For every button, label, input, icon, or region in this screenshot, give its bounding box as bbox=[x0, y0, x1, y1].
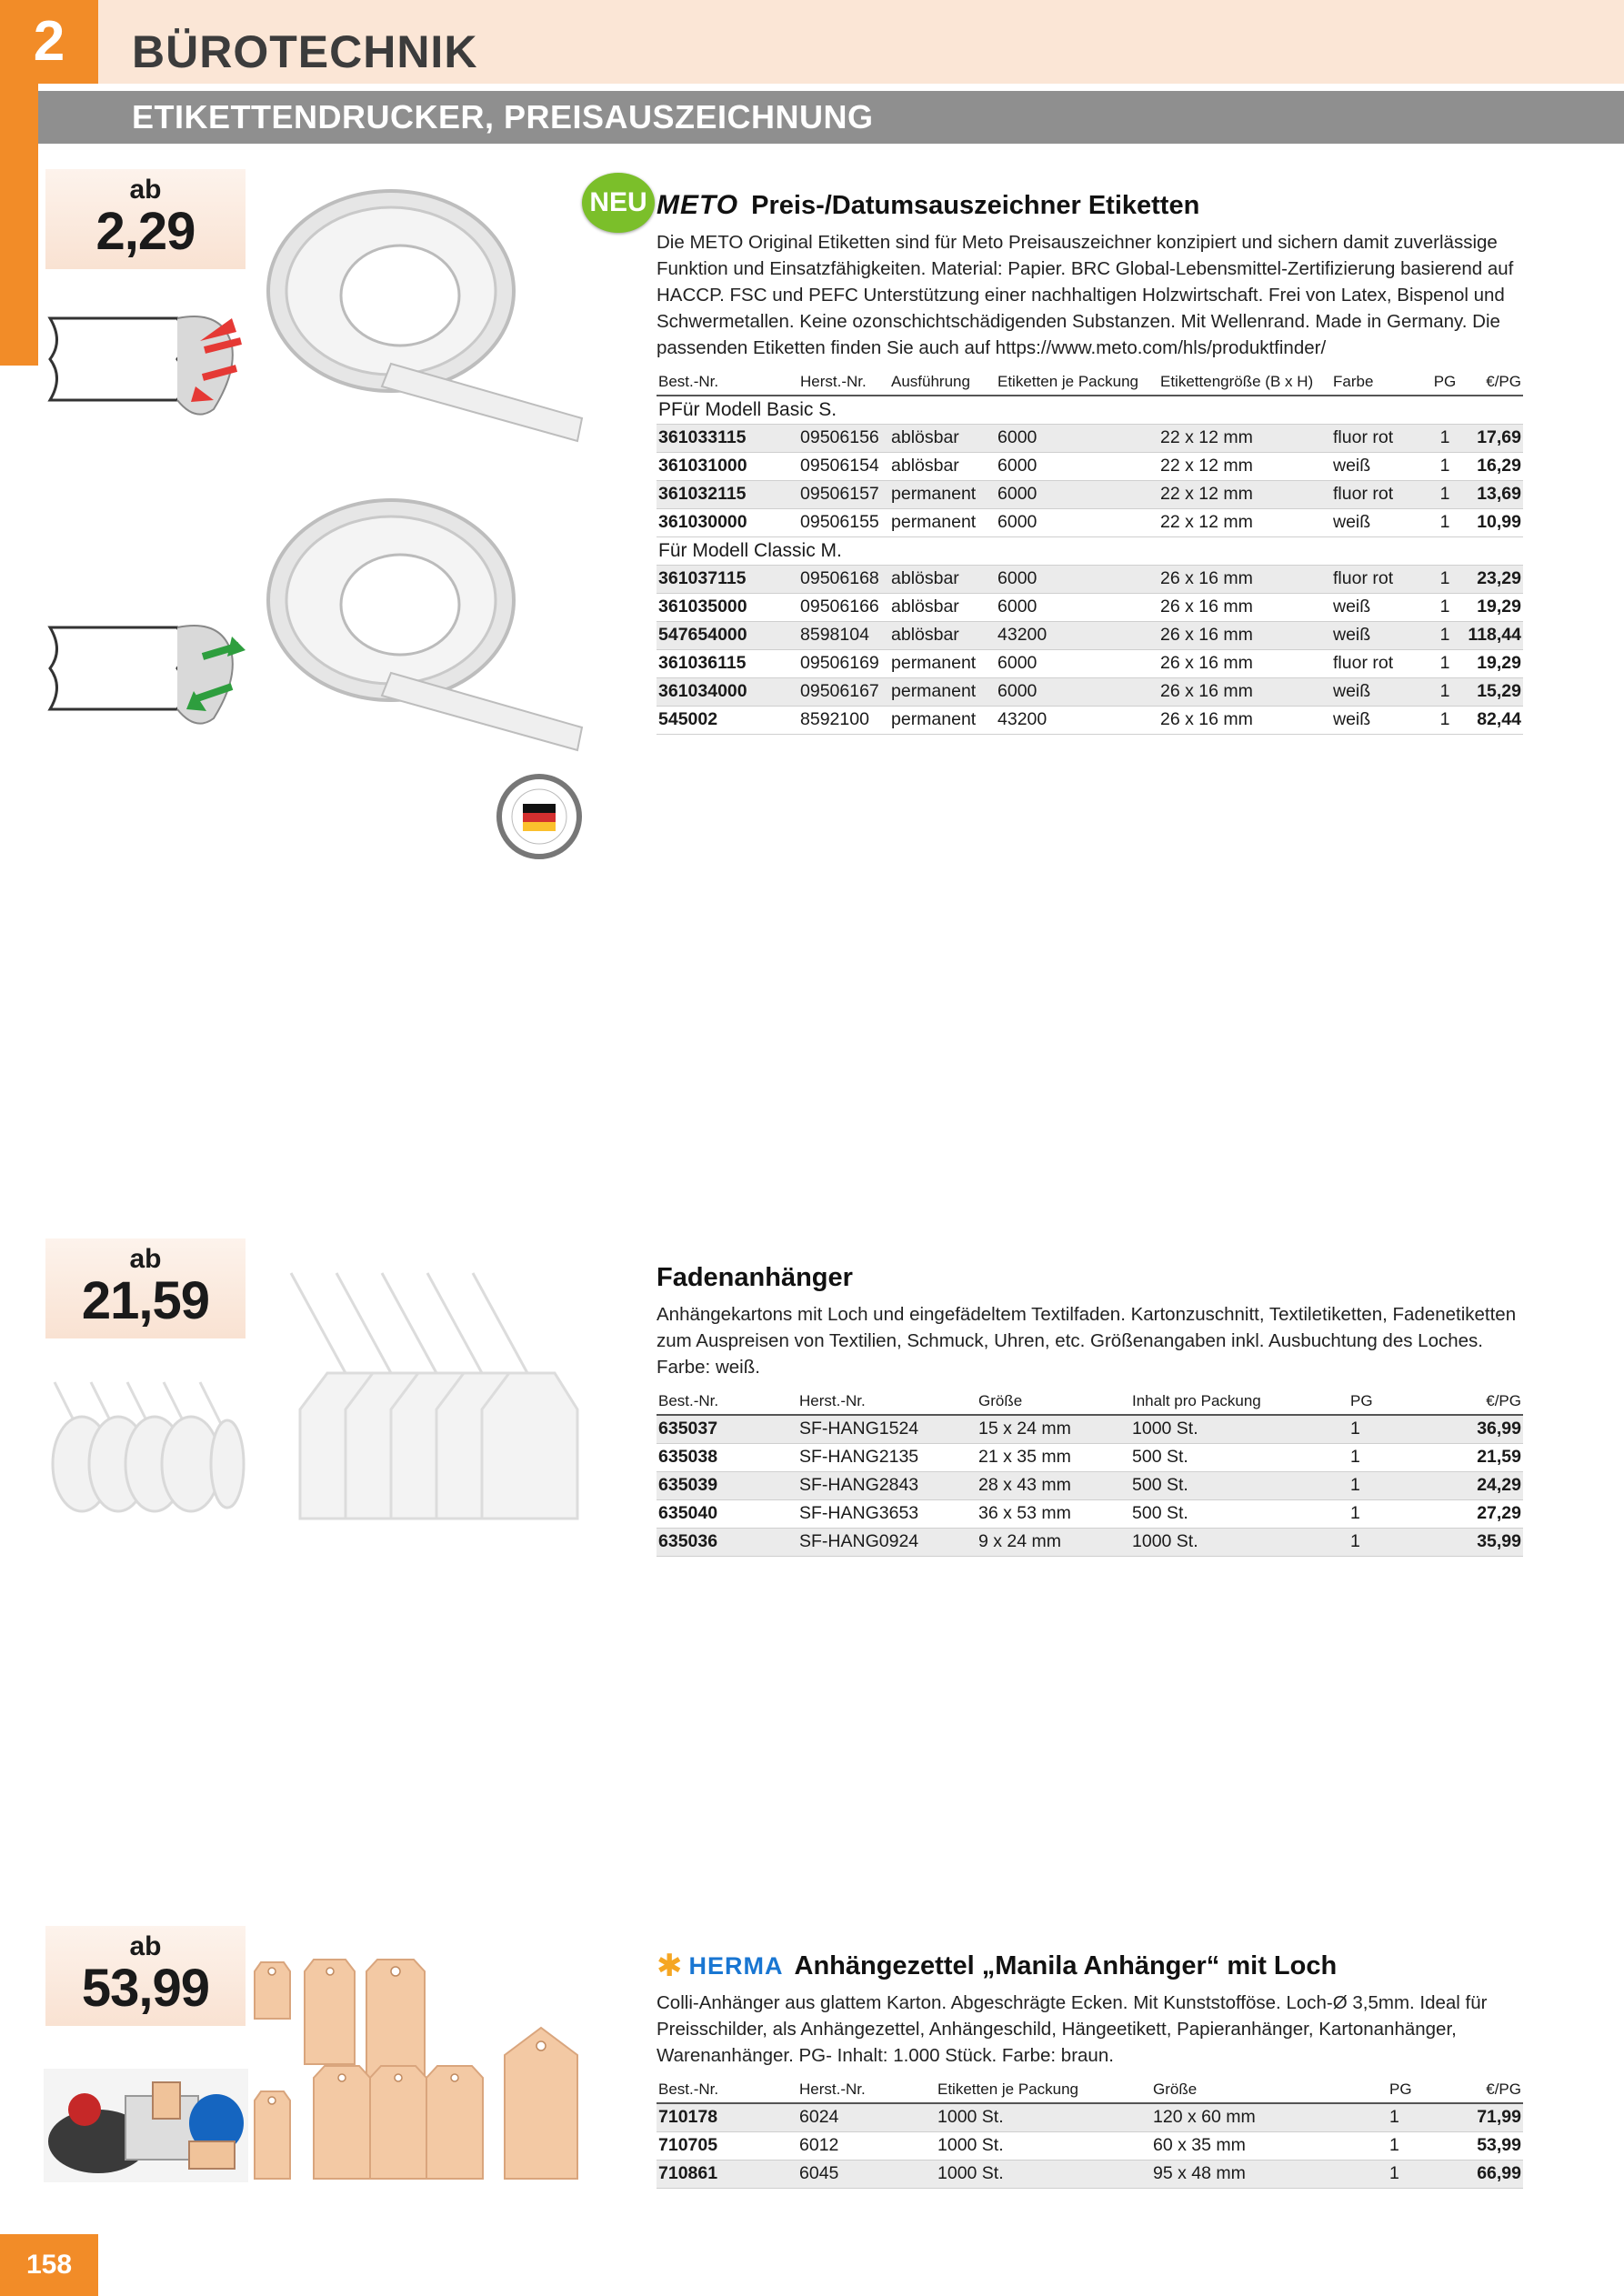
table-cell: 361033115 bbox=[657, 424, 798, 452]
table-row bbox=[657, 565, 1523, 593]
table-cell: 22 x 12 mm bbox=[1158, 508, 1331, 536]
table-cell: 500 St. bbox=[1130, 1499, 1348, 1528]
table-cell: weiß bbox=[1331, 508, 1431, 536]
table-cell: 1 bbox=[1348, 1528, 1439, 1556]
price-value: 53,99 bbox=[81, 1959, 210, 2018]
table-cell: 26 x 16 mm bbox=[1158, 565, 1331, 593]
chapter-title: BÜROTECHNIK bbox=[132, 26, 478, 77]
table-cell: 635038 bbox=[657, 1443, 797, 1471]
table-cell: 27,29 bbox=[1439, 1499, 1523, 1528]
table-cell: 43200 bbox=[996, 621, 1158, 649]
product-title-row bbox=[657, 1946, 1523, 1986]
price-value: 21,59 bbox=[81, 1271, 210, 1330]
table-cell: fluor rot bbox=[1331, 424, 1431, 452]
price-prefix: ab bbox=[129, 1244, 162, 1274]
table-cell: weiß bbox=[1331, 621, 1431, 649]
table-cell: ablösbar bbox=[889, 424, 996, 452]
table-cell: 6000 bbox=[996, 452, 1158, 480]
table-cell: fluor rot bbox=[1331, 565, 1431, 593]
table-cell: 635039 bbox=[657, 1471, 797, 1499]
table-cell: 24,29 bbox=[1439, 1471, 1523, 1499]
product-description: Colli-Anhänger aus glattem Karton. Abgeschrägte Ecken. Mit Kunststofföse. Loch-Ø 3,5mm. Ideal für Preisschilder, als Anhängezettel, Anhängeschild, Hängeetikett, Papieranhänger, Kartonanhänger, Warenanhänger. PG- Inhalt: 1.000 Stück. Farbe: braun. bbox=[657, 1992, 1488, 2066]
table-cell: 1 bbox=[1348, 1443, 1439, 1471]
table-cell: weiß bbox=[1331, 706, 1431, 734]
table-row bbox=[657, 1471, 1523, 1499]
table-body bbox=[657, 1415, 1523, 1556]
table-row bbox=[657, 706, 1523, 734]
label-roll-image bbox=[255, 182, 591, 455]
col-header: Herst.-Nr. bbox=[798, 368, 889, 396]
table-row bbox=[657, 1443, 1523, 1471]
table-cell: 1000 St. bbox=[1130, 1528, 1348, 1556]
table-cell: 35,99 bbox=[1439, 1528, 1523, 1556]
product-title-row bbox=[657, 1258, 1523, 1298]
table-cell: 1 bbox=[1388, 2160, 1442, 2188]
col-header: PG bbox=[1348, 1388, 1439, 1415]
product-section-herma bbox=[657, 1946, 1523, 2189]
table-cell: 6000 bbox=[996, 480, 1158, 508]
table-cell: 60 x 35 mm bbox=[1151, 2131, 1388, 2160]
table-body bbox=[657, 396, 1523, 734]
table-cell: 22 x 12 mm bbox=[1158, 480, 1331, 508]
table-cell: ablösbar bbox=[889, 452, 996, 480]
table-cell: 361032115 bbox=[657, 480, 798, 508]
table-cell: 500 St. bbox=[1130, 1443, 1348, 1471]
table-cell: 26 x 16 mm bbox=[1158, 593, 1331, 621]
table-cell: 09506156 bbox=[798, 424, 889, 452]
table-row bbox=[657, 649, 1523, 677]
table-cell: 16,29 bbox=[1459, 452, 1523, 480]
col-header: €/PG bbox=[1459, 368, 1523, 396]
table-cell: 1 bbox=[1431, 565, 1459, 593]
section-subtitle: ETIKETTENDRUCKER, PREISAUSZEICHNUNG bbox=[132, 98, 874, 135]
table-cell: 547654000 bbox=[657, 621, 798, 649]
product-title: Preis-/Datumsauszeichner Etiketten bbox=[751, 190, 1200, 220]
table-cell: 500 St. bbox=[1130, 1471, 1348, 1499]
table-cell: 9 x 24 mm bbox=[977, 1528, 1130, 1556]
label-removable-icon bbox=[41, 291, 250, 427]
chapter-number: 2 bbox=[0, 0, 98, 84]
table-cell: 26 x 16 mm bbox=[1158, 649, 1331, 677]
table-cell: SF-HANG3653 bbox=[797, 1499, 977, 1528]
table-cell: 09506157 bbox=[798, 480, 889, 508]
col-header: Inhalt pro Packung bbox=[1130, 1388, 1348, 1415]
table-cell: 23,29 bbox=[1459, 565, 1523, 593]
product-table bbox=[657, 368, 1523, 735]
table-cell: 6000 bbox=[996, 508, 1158, 536]
table-row bbox=[657, 480, 1523, 508]
table-row bbox=[657, 2131, 1523, 2160]
table-cell: 09506154 bbox=[798, 452, 889, 480]
col-header: Herst.-Nr. bbox=[797, 1388, 977, 1415]
table-cell: 1 bbox=[1431, 621, 1459, 649]
col-header: Etikettengröße (B x H) bbox=[1158, 368, 1331, 396]
table-cell: 1 bbox=[1388, 2131, 1442, 2160]
table-cell: 1 bbox=[1431, 424, 1459, 452]
table-row bbox=[657, 2160, 1523, 2188]
label-roll-image bbox=[255, 491, 591, 764]
table-cell: fluor rot bbox=[1331, 480, 1431, 508]
table-cell: 19,29 bbox=[1459, 649, 1523, 677]
table-cell: 09506155 bbox=[798, 508, 889, 536]
col-header: Best.-Nr. bbox=[657, 2076, 797, 2103]
table-cell: 361030000 bbox=[657, 508, 798, 536]
herma-logo-text: HERMA bbox=[688, 1951, 784, 1980]
table-cell: 120 x 60 mm bbox=[1151, 2103, 1388, 2131]
table-cell: 09506169 bbox=[798, 649, 889, 677]
table-cell: 1 bbox=[1431, 480, 1459, 508]
new-badge: NEU bbox=[582, 173, 655, 233]
table-cell: 09506168 bbox=[798, 565, 889, 593]
table-cell: permanent bbox=[889, 649, 996, 677]
group-label: Für Modell Classic M. bbox=[657, 536, 1523, 565]
table-cell: 95 x 48 mm bbox=[1151, 2160, 1388, 2188]
col-header: €/PG bbox=[1439, 1388, 1523, 1415]
table-cell: 710705 bbox=[657, 2131, 797, 2160]
col-header: Größe bbox=[977, 1388, 1130, 1415]
table-cell: ablösbar bbox=[889, 621, 996, 649]
table-cell: weiß bbox=[1331, 677, 1431, 706]
herma-logo bbox=[657, 1948, 784, 1984]
product-table bbox=[657, 2076, 1523, 2189]
table-cell: permanent bbox=[889, 677, 996, 706]
col-header: Farbe bbox=[1331, 368, 1431, 396]
table-header-row bbox=[657, 368, 1523, 396]
table-cell: 1 bbox=[1388, 2103, 1442, 2131]
col-header: Größe bbox=[1151, 2076, 1388, 2103]
col-header: Herst.-Nr. bbox=[797, 2076, 936, 2103]
col-header: PG bbox=[1431, 368, 1459, 396]
table-cell: 361035000 bbox=[657, 593, 798, 621]
table-cell: weiß bbox=[1331, 593, 1431, 621]
table-cell: 361034000 bbox=[657, 677, 798, 706]
herma-star-icon: ✱ bbox=[657, 1949, 684, 1983]
table-cell: 15,29 bbox=[1459, 677, 1523, 706]
table-cell: 22 x 12 mm bbox=[1158, 452, 1331, 480]
product-section-meto bbox=[657, 185, 1523, 735]
table-cell: 66,99 bbox=[1442, 2160, 1523, 2188]
col-header: Etiketten je Packung bbox=[936, 2076, 1151, 2103]
price-box bbox=[45, 1238, 246, 1338]
table-cell: 710861 bbox=[657, 2160, 797, 2188]
table-cell: 1 bbox=[1431, 593, 1459, 621]
group-label: PFür Modell Basic S. bbox=[657, 396, 1523, 424]
table-row bbox=[657, 593, 1523, 621]
table-cell: 118,44 bbox=[1459, 621, 1523, 649]
table-row bbox=[657, 621, 1523, 649]
product-description: Anhängekartons mit Loch und eingefädeltem Textilfaden. Kartonzuschnitt, Textiletiketten, Fadenetiketten zum Auspreisen von Textilien, Schmuck, Uhren, etc. Größenangaben inkl. Ausbuchtung des Loches. Farbe: weiß. bbox=[657, 1304, 1517, 1378]
meto-logo: METO bbox=[657, 190, 739, 220]
product-description: Die METO Original Etiketten sind für Meto Preisauszeichner konzipiert und sichern damit zuverlässige Funktion und Einsatzfähigkeiten. Material: Papier. BRC Global-Lebensmittel-Zertifizierung basierend auf HACCP. FSC und PEFC Unterstützung einer nachhaltigen Holzwirtschaft. Frei von Latex, Bispenol und Schwermetallen. Keine ozonschichtschädigenden Substanzen. Mit Wellenrand. Made in Germany. Die passenden Etiketten finden Sie auch auf https://www.meto.com/hls/produktfinder/ bbox=[657, 232, 1514, 358]
table-cell: 6045 bbox=[797, 2160, 936, 2188]
table-cell: 8598104 bbox=[798, 621, 889, 649]
table-cell: 09506166 bbox=[798, 593, 889, 621]
col-header: Etiketten je Packung bbox=[996, 368, 1158, 396]
table-cell: 1 bbox=[1348, 1499, 1439, 1528]
price-prefix: ab bbox=[129, 175, 162, 205]
table-cell: 17,69 bbox=[1459, 424, 1523, 452]
table-header-row bbox=[657, 2076, 1523, 2103]
table-cell: 1000 St. bbox=[1130, 1415, 1348, 1443]
table-cell: 1 bbox=[1431, 706, 1459, 734]
table-cell: 1000 St. bbox=[936, 2103, 1151, 2131]
table-cell: 361037115 bbox=[657, 565, 798, 593]
table-cell: permanent bbox=[889, 706, 996, 734]
table-cell: SF-HANG0924 bbox=[797, 1528, 977, 1556]
col-header: €/PG bbox=[1442, 2076, 1523, 2103]
table-cell: 15 x 24 mm bbox=[977, 1415, 1130, 1443]
table-cell: 28 x 43 mm bbox=[977, 1471, 1130, 1499]
col-header: Best.-Nr. bbox=[657, 1388, 797, 1415]
price-value: 2,29 bbox=[95, 202, 195, 261]
table-cell: 635036 bbox=[657, 1528, 797, 1556]
product-title: Fadenanhänger bbox=[657, 1262, 853, 1292]
table-cell: 21,59 bbox=[1439, 1443, 1523, 1471]
table-row bbox=[657, 508, 1523, 536]
table-cell: 21 x 35 mm bbox=[977, 1443, 1130, 1471]
table-cell: 13,69 bbox=[1459, 480, 1523, 508]
table-cell: 6000 bbox=[996, 565, 1158, 593]
table-cell: SF-HANG2843 bbox=[797, 1471, 977, 1499]
table-cell: 71,99 bbox=[1442, 2103, 1523, 2131]
price-prefix: ab bbox=[129, 1931, 162, 1961]
chapter-side-bar bbox=[0, 84, 38, 366]
table-cell: 1 bbox=[1431, 649, 1459, 677]
table-cell: 6024 bbox=[797, 2103, 936, 2131]
tag-large-image bbox=[273, 1264, 582, 1528]
table-cell: 6000 bbox=[996, 677, 1158, 706]
table-cell: 545002 bbox=[657, 706, 798, 734]
table-cell: 1 bbox=[1348, 1471, 1439, 1499]
table-cell: SF-HANG2135 bbox=[797, 1443, 977, 1471]
col-header: Best.-Nr. bbox=[657, 368, 798, 396]
table-cell: 26 x 16 mm bbox=[1158, 621, 1331, 649]
table-cell: 6012 bbox=[797, 2131, 936, 2160]
col-header: Ausführung bbox=[889, 368, 996, 396]
table-cell: 10,99 bbox=[1459, 508, 1523, 536]
table-cell: 1 bbox=[1348, 1415, 1439, 1443]
table-cell: 36,99 bbox=[1439, 1415, 1523, 1443]
label-permanent-icon bbox=[41, 600, 250, 746]
table-cell: 26 x 16 mm bbox=[1158, 706, 1331, 734]
table-cell: permanent bbox=[889, 480, 996, 508]
table-cell: ablösbar bbox=[889, 593, 996, 621]
table-cell: 1 bbox=[1431, 677, 1459, 706]
table-cell: ablösbar bbox=[889, 565, 996, 593]
table-cell: 361036115 bbox=[657, 649, 798, 677]
made-in-germany-badge bbox=[496, 773, 583, 860]
product-table bbox=[657, 1388, 1523, 1557]
table-row bbox=[657, 1528, 1523, 1556]
table-row bbox=[657, 1415, 1523, 1443]
table-cell: 26 x 16 mm bbox=[1158, 677, 1331, 706]
manila-tags-image bbox=[250, 1955, 586, 2182]
table-row bbox=[657, 424, 1523, 452]
table-cell: weiß bbox=[1331, 452, 1431, 480]
table-cell: fluor rot bbox=[1331, 649, 1431, 677]
product-title-row bbox=[657, 185, 1523, 226]
table-body bbox=[657, 2103, 1523, 2188]
table-cell: 710178 bbox=[657, 2103, 797, 2131]
table-cell: 361031000 bbox=[657, 452, 798, 480]
tag-small-image bbox=[45, 1364, 246, 1519]
table-row bbox=[657, 677, 1523, 706]
table-group-row bbox=[657, 536, 1523, 565]
table-cell: 36 x 53 mm bbox=[977, 1499, 1130, 1528]
tags-in-use-photo bbox=[44, 2069, 248, 2182]
table-cell: 635040 bbox=[657, 1499, 797, 1528]
table-cell: 6000 bbox=[996, 424, 1158, 452]
table-group-row bbox=[657, 396, 1523, 424]
table-cell: 43200 bbox=[996, 706, 1158, 734]
table-cell: 82,44 bbox=[1459, 706, 1523, 734]
table-row bbox=[657, 2103, 1523, 2131]
table-cell: 1 bbox=[1431, 508, 1459, 536]
table-cell: 19,29 bbox=[1459, 593, 1523, 621]
table-cell: 6000 bbox=[996, 649, 1158, 677]
product-title: Anhängezettel „Manila Anhänger“ mit Loch bbox=[794, 1950, 1338, 1980]
table-cell: 635037 bbox=[657, 1415, 797, 1443]
table-cell: 1 bbox=[1431, 452, 1459, 480]
product-section-fadenanhaenger bbox=[657, 1258, 1523, 1557]
table-row bbox=[657, 452, 1523, 480]
col-header: PG bbox=[1388, 2076, 1442, 2103]
table-cell: SF-HANG1524 bbox=[797, 1415, 977, 1443]
table-cell: 09506167 bbox=[798, 677, 889, 706]
table-row bbox=[657, 1499, 1523, 1528]
table-cell: 22 x 12 mm bbox=[1158, 424, 1331, 452]
table-cell: 53,99 bbox=[1442, 2131, 1523, 2160]
table-cell: 1000 St. bbox=[936, 2131, 1151, 2160]
table-cell: permanent bbox=[889, 508, 996, 536]
price-box bbox=[45, 1926, 246, 2026]
table-cell: 8592100 bbox=[798, 706, 889, 734]
price-box bbox=[45, 169, 246, 269]
table-cell: 6000 bbox=[996, 593, 1158, 621]
table-header-row bbox=[657, 1388, 1523, 1415]
page-number: 158 bbox=[0, 2234, 98, 2296]
table-cell: 1000 St. bbox=[936, 2160, 1151, 2188]
